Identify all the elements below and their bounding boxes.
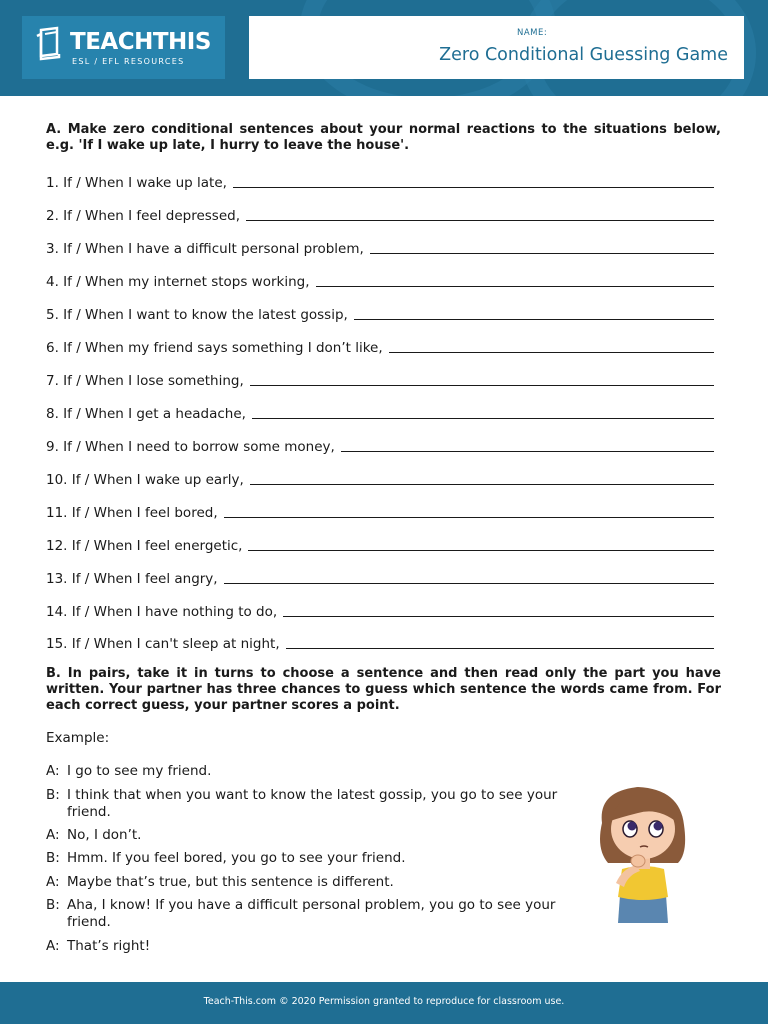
- dialogue-text: I think that when you want to know the latest gossip, you go to see your friend.: [67, 787, 558, 820]
- logo-tagline: ESL / EFL RESOURCES: [72, 57, 185, 66]
- answer-blank[interactable]: [224, 583, 714, 584]
- answer-blank[interactable]: [246, 220, 714, 221]
- exercise-item: [46, 634, 714, 652]
- section-a-instruction: A. Make zero conditional sentences about your normal reactions to the situations below, e.g. 'If I wake up late, I hurry to leave the house'.: [46, 122, 721, 153]
- footer-banner: [0, 982, 768, 1024]
- section-b-instruction: B. In pairs, take it in turns to choose a sentence and then read only the part you have written. Your partner has three chances to guess which sentence the words came from. For each correct guess, your partner scores a point.: [46, 666, 721, 713]
- exercise-item: [46, 206, 714, 224]
- answer-blank[interactable]: [370, 253, 714, 254]
- speaker-label: B:: [46, 897, 60, 913]
- dialogue-line: [46, 763, 566, 780]
- exercise-item: [46, 404, 714, 422]
- answer-blank[interactable]: [250, 484, 714, 485]
- answer-blank[interactable]: [250, 385, 714, 386]
- exercise-prompt: 13. If / When I feel angry,: [46, 571, 218, 587]
- answer-blank[interactable]: [341, 451, 714, 452]
- page-title: Zero Conditional Guessing Game: [439, 45, 728, 65]
- dialogue-text: Aha, I know! If you have a difficult personal problem, you go to see your friend.: [67, 897, 556, 930]
- dialogue-line: [46, 787, 566, 821]
- speaker-label: B:: [46, 850, 60, 866]
- exercise-prompt: 9. If / When I need to borrow some money,: [46, 439, 335, 455]
- answer-blank[interactable]: [316, 286, 714, 287]
- example-label: Example:: [46, 730, 110, 746]
- dialogue-text: That’s right!: [67, 938, 151, 954]
- exercise-prompt: 4. If / When my internet stops working,: [46, 274, 310, 290]
- speaker-label: B:: [46, 787, 60, 803]
- answer-blank[interactable]: [286, 648, 714, 649]
- exercise-item: [46, 272, 714, 290]
- copyright-notice: Teach-This.com © 2020 Permission granted to reproduce for classroom use.: [203, 996, 565, 1007]
- dialogue-text: No, I don’t.: [67, 827, 142, 843]
- speaker-label: A:: [46, 763, 60, 779]
- exercise-prompt: 2. If / When I feel depressed,: [46, 208, 241, 224]
- exercise-item: [46, 239, 714, 257]
- speaker-label: A:: [46, 874, 60, 890]
- answer-blank[interactable]: [248, 550, 714, 551]
- dialogue-line: [46, 850, 566, 867]
- exercise-prompt: 11. If / When I feel bored,: [46, 505, 218, 521]
- exercise-item: [46, 503, 714, 521]
- exercise-item: [46, 470, 714, 488]
- exercise-item: [46, 536, 714, 554]
- thinking-girl-illustration: [588, 783, 698, 923]
- exercise-item: [46, 338, 714, 356]
- exercise-prompt: 14. If / When I have nothing to do,: [46, 604, 278, 620]
- dialogue-line: [46, 874, 566, 891]
- logo-wordmark: TEACHTHIS: [70, 29, 211, 55]
- exercise-item: [46, 569, 714, 587]
- exercise-prompt: 3. If / When I have a difficult personal problem,: [46, 241, 364, 257]
- answer-blank[interactable]: [389, 352, 714, 353]
- exercise-item: [46, 437, 714, 455]
- book-logo-icon: [35, 26, 65, 62]
- answer-blank[interactable]: [283, 616, 714, 617]
- dialogue-line: [46, 827, 566, 844]
- exercise-item: [46, 305, 714, 323]
- answer-blank[interactable]: [354, 319, 714, 320]
- dialogue-text: Hmm. If you feel bored, you go to see your friend.: [67, 850, 406, 866]
- dialogue-text: Maybe that’s true, but this sentence is different.: [67, 874, 394, 890]
- dialogue-line: [46, 938, 566, 955]
- dialogue-text: I go to see my friend.: [67, 763, 212, 779]
- dialogue-line: [46, 897, 566, 931]
- answer-blank[interactable]: [224, 517, 714, 518]
- exercise-prompt: 1. If / When I wake up late,: [46, 175, 227, 191]
- header-banner: [0, 0, 768, 96]
- speaker-label: A:: [46, 938, 60, 954]
- exercise-prompt: 15. If / When I can't sleep at night,: [46, 636, 280, 652]
- teachthis-logo: [22, 16, 225, 79]
- exercise-item: [46, 371, 714, 389]
- exercise-prompt: 12. If / When I feel energetic,: [46, 538, 243, 554]
- exercise-prompt: 10. If / When I wake up early,: [46, 472, 244, 488]
- name-field-box[interactable]: [249, 16, 744, 79]
- answer-blank[interactable]: [252, 418, 714, 419]
- exercise-prompt: 7. If / When I lose something,: [46, 373, 244, 389]
- name-label: NAME:: [517, 28, 548, 38]
- exercise-item: [46, 173, 714, 191]
- exercise-item: [46, 602, 714, 620]
- speaker-label: A:: [46, 827, 60, 843]
- answer-blank[interactable]: [233, 187, 714, 188]
- exercise-prompt: 6. If / When my friend says something I don’t like,: [46, 340, 383, 356]
- exercise-prompt: 8. If / When I get a headache,: [46, 406, 246, 422]
- exercise-prompt: 5. If / When I want to know the latest gossip,: [46, 307, 348, 323]
